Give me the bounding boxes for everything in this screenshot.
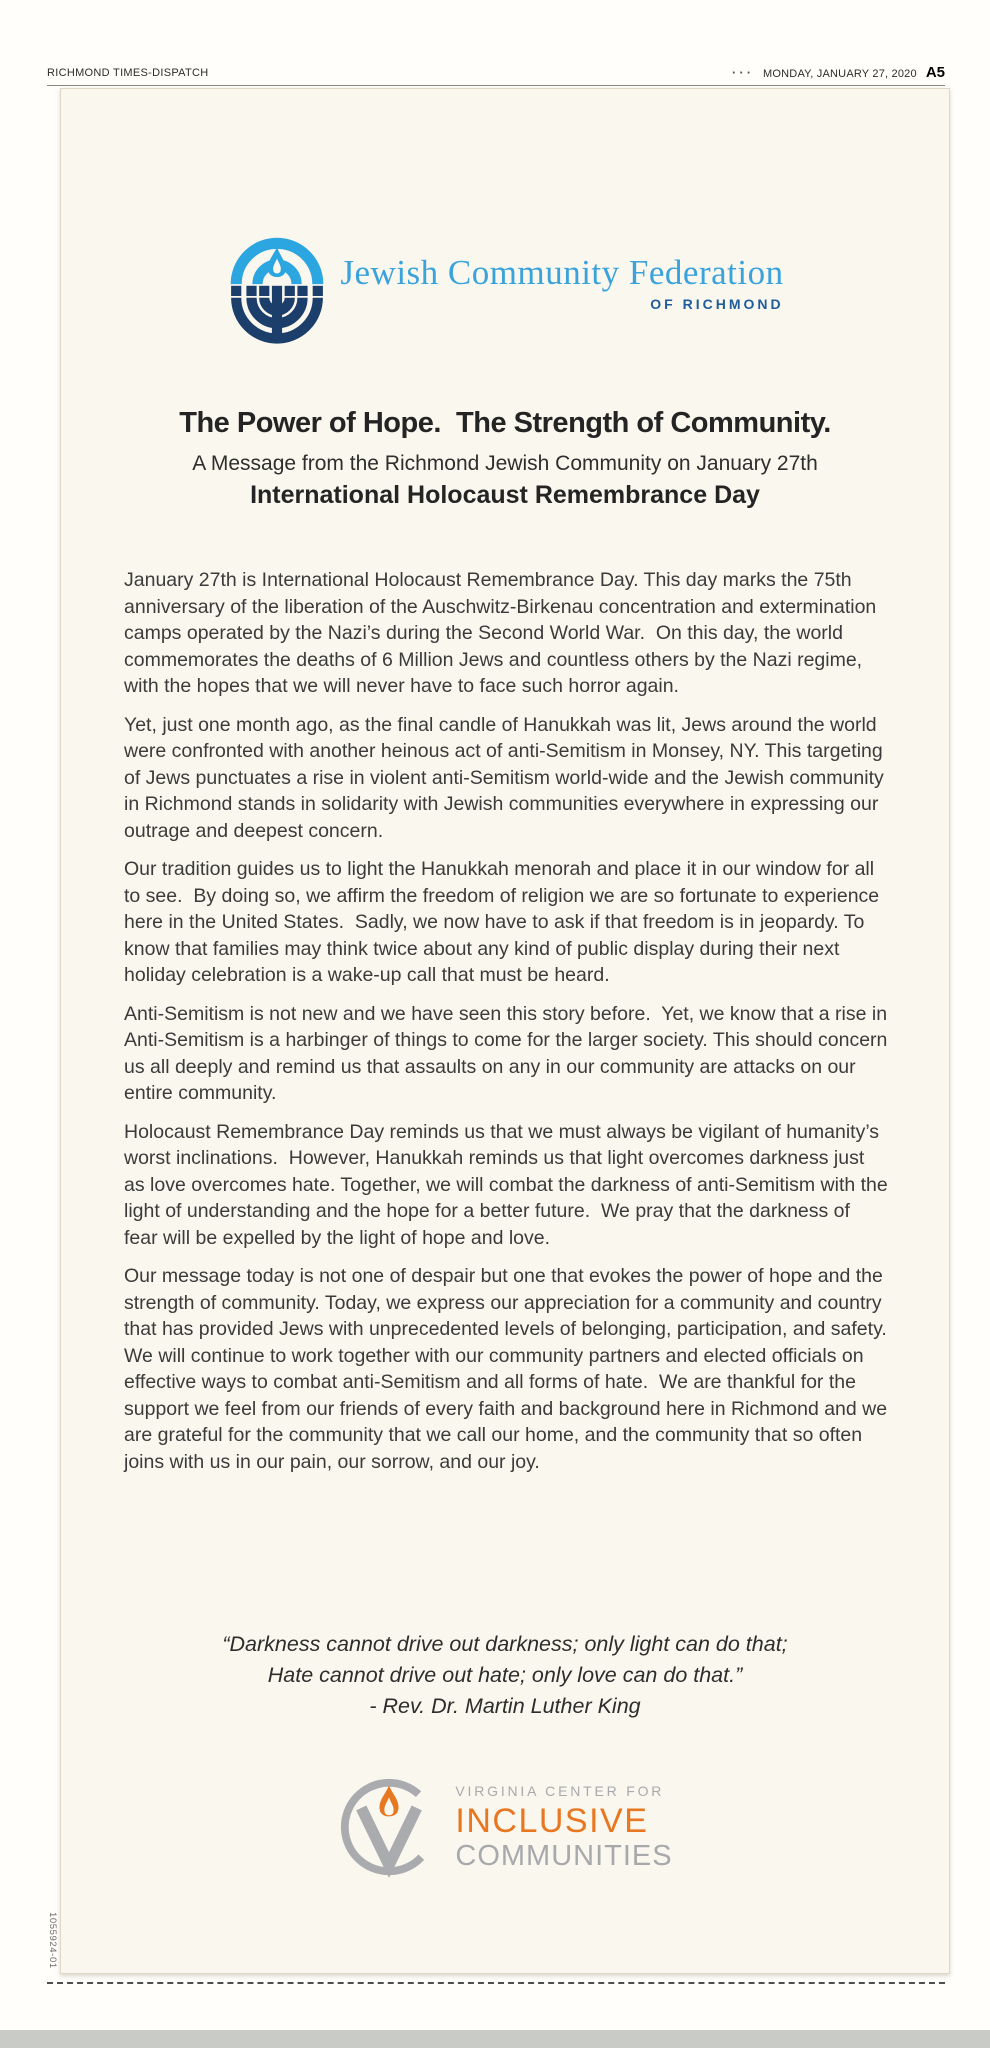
vcic-line-1: VIRGINIA CENTER FOR bbox=[455, 1783, 665, 1799]
quote-line-1: “Darkness cannot drive out darkness; only light can do that; bbox=[222, 1632, 788, 1656]
ad-subhead-2: International Holocaust Remembrance Day bbox=[250, 481, 760, 509]
dots-separator-icon: ··· bbox=[732, 65, 755, 80]
menorah-arcs-icon bbox=[226, 231, 328, 344]
quote-attribution: - Rev. Dr. Martin Luther King bbox=[369, 1694, 641, 1718]
ad-id-slug: 1055924-01 bbox=[47, 1912, 58, 1969]
body-paragraph: Our message today is not one of despair but one that evokes the power of hope and the strength of community. Today, we express our appreciation for a community and country that has provided Jews with unprecedented levels of belonging, participation, and safety. We will continue to work together with our community partners and elected officials on effective ways to combat anti-Semitism and all forms of hate. We are thankful for the support we feel from our friends of every faith and background here in Richmond and we are grateful for the community that we call our home, and the community that so often joins with us in our pain, our sorrow, and our joy. bbox=[124, 1265, 898, 1473]
vcic-flame-v-icon bbox=[337, 1775, 441, 1879]
page-number: A5 bbox=[925, 64, 945, 81]
vcic-logo bbox=[61, 1775, 949, 1879]
body-paragraphs bbox=[124, 567, 898, 1487]
body-paragraph: Yet, just one month ago, as the final candle of Hanukkah was lit, Jews around the world were confronted with another heinous act of anti-Semitism in Monsey, NY. This targeting of Jews punctuates a rise in violent anti-Semitism world-wide and the Jewish community in Richmond stands in solidarity with Jewish communities everywhere in expressing our outrage and deepest concern. bbox=[124, 713, 890, 842]
fold-dashed-line bbox=[47, 1982, 945, 1984]
masthead-rule bbox=[47, 85, 945, 86]
masthead bbox=[47, 64, 945, 82]
vcic-line-2: INCLUSIVE bbox=[455, 1802, 649, 1840]
bottom-edge-bar bbox=[0, 2030, 990, 2048]
body-paragraph: Holocaust Remembrance Day reminds us that we must always be vigilant of humanity’s worst inclinations. However, Hanukkah reminds us that light overcomes darkness just as love overcomes hate. Together, we will combat the darkness of anti-Semitism with the light of understanding and the hope for a better future. We pray that the darkness of fear will be expelled by the light of hope and love. bbox=[124, 1120, 894, 1249]
ad-subhead: A Message from the Richmond Jewish Community on January 27th bbox=[192, 452, 818, 475]
jcf-logo bbox=[61, 231, 949, 344]
vcic-line-3: COMMUNITIES bbox=[455, 1840, 673, 1872]
quote-line-2: Hate cannot drive out hate; only love can do that.” bbox=[267, 1663, 743, 1687]
jcf-org-subname: OF RICHMOND bbox=[650, 296, 784, 312]
body-paragraph: January 27th is International Holocaust Remembrance Day. This day marks the 75th anniversary of the liberation of the Auschwitz-Birkenau concentration and extermination camps operated by the Nazi’s during the Second World War. On this day, the world commemorates the deaths of 6 Million Jews and countless others by the Nazi regime, with the hopes that we will never have to face such horror again. bbox=[124, 569, 882, 697]
jcf-logo-text bbox=[340, 253, 783, 312]
vcic-logo-text bbox=[455, 1783, 672, 1871]
issue-date: MONDAY, JANUARY 27, 2020 bbox=[763, 68, 917, 80]
jcf-org-name: Jewish Community Federation bbox=[340, 253, 784, 292]
body-paragraph: Anti-Semitism is not new and we have seen this story before. Yet, we know that a rise in Anti-Semitism is a harbinger of things to come for the larger society. This should concern us all deeply and remind us that assaults on any in our community are attacks on our entire community. bbox=[124, 1002, 893, 1104]
ad-headline: The Power of Hope. The Strength of Community. bbox=[179, 407, 831, 439]
advertisement-box bbox=[60, 88, 950, 1974]
paper-name: RICHMOND TIMES-DISPATCH bbox=[47, 67, 209, 79]
masthead-right bbox=[732, 64, 945, 81]
mlk-quote bbox=[61, 1629, 949, 1722]
body-paragraph: Our tradition guides us to light the Hanukkah menorah and place it in our window for all to see. By doing so, we affirm the freedom of religion we are so fortunate to experience here in the United States. Sadly, we now have to ask if that freedom is in jeopardy. To know that families may think twice about any kind of public display during their next holiday celebration is a wake-up call that must be heard. bbox=[124, 858, 885, 986]
